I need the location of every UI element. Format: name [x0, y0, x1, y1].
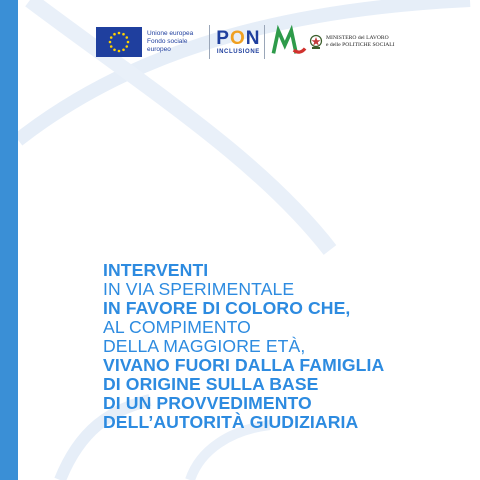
title-line: INTERVENTI — [103, 260, 209, 280]
eu-star-icon — [110, 45, 113, 48]
title-line: IN VIA SPERIMENTALE — [103, 279, 295, 299]
ministero-logo — [309, 34, 396, 50]
eu-star-icon — [110, 36, 113, 39]
eu-star-icon — [113, 48, 116, 51]
title-line: DELLA MAGGIORE ETÀ, — [103, 336, 306, 356]
italian-republic-emblem-icon — [309, 34, 323, 50]
pon-subtitle: INCLUSIONE — [216, 49, 260, 55]
eu-star-icon — [122, 48, 125, 51]
title-line: IN FAVORE DI COLORO CHE, — [103, 298, 351, 318]
eu-fund-label — [147, 30, 205, 54]
eu-star-icon — [109, 41, 112, 44]
document-title — [103, 261, 475, 432]
pon-wordmark: PON — [216, 28, 261, 49]
eu-star-icon — [122, 33, 125, 36]
eu-flag-icon — [96, 27, 142, 57]
eu-star-icon — [118, 50, 121, 53]
eu-star-icon — [125, 45, 128, 48]
ministero-line2: e delle POLITICHE SOCIALI — [326, 42, 395, 48]
title-line: DI ORIGINE SULLA BASE — [103, 374, 319, 394]
eu-label-line2: Fondo sociale europeo — [147, 38, 188, 53]
eu-star-icon — [118, 32, 121, 35]
title-line: DELL’AUTORITÀ GIUDIZIARIA — [103, 412, 359, 432]
left-accent-bar — [0, 0, 18, 480]
pon-inclusione-logo — [216, 29, 260, 55]
logo-strip — [96, 20, 396, 64]
title-line: DI UN PROVVEDIMENTO — [103, 393, 312, 413]
ministero-label — [326, 35, 396, 49]
logo-divider — [209, 25, 210, 59]
title-line: VIVANO FUORI DALLA FAMIGLIA — [103, 355, 385, 375]
ml-logo-icon — [271, 22, 307, 62]
eu-star-icon — [113, 33, 116, 36]
eu-star-icon — [127, 41, 130, 44]
ministero-line1: MINISTERO del LAVORO — [326, 35, 389, 41]
eu-label-line1: Unione europea — [147, 30, 194, 37]
eu-star-icon — [125, 36, 128, 39]
title-line: AL COMPIMENTO — [103, 317, 251, 337]
logo-divider — [264, 25, 265, 59]
